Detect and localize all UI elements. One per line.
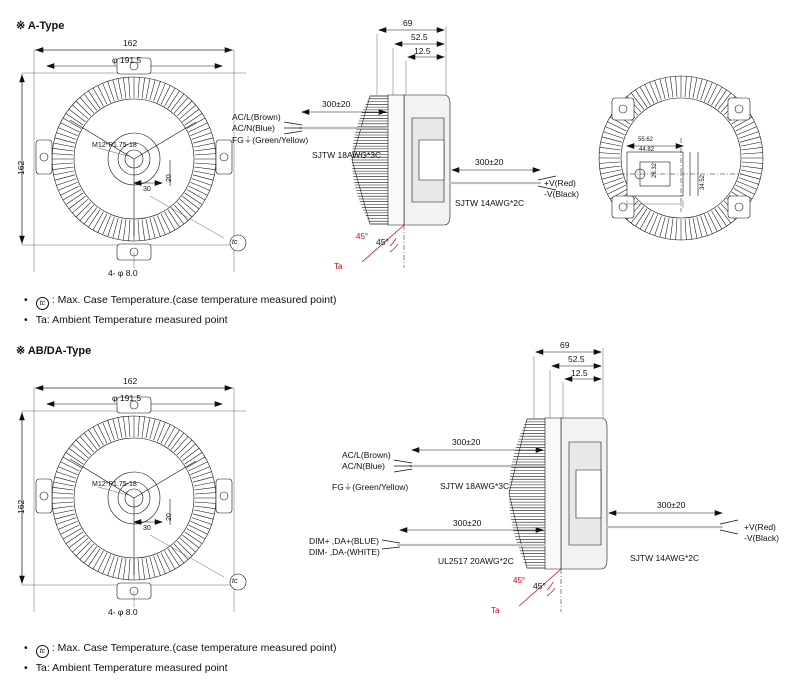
- a-rear-inner-dim-4: 34.52: [700, 174, 706, 190]
- b-side-dc-cable-spec: SJTW 14AWG*2C: [630, 553, 700, 563]
- a-side-ac-cable-spec: SJTW 18AWG*3C: [312, 150, 382, 160]
- b-front-dim-height: 162: [16, 499, 26, 514]
- a-front-small-dim-1: 30: [143, 186, 151, 193]
- a-side-dc-wire-neg: -V(Black): [544, 189, 579, 199]
- b-front-dim-width: 162: [123, 376, 138, 386]
- ab-da-type-note-ta-text: Ta: Ambient Temperature measured point: [35, 662, 228, 674]
- a-front-tc-marker: tc: [232, 239, 238, 246]
- a-side-dim-small: 12.5: [414, 46, 431, 56]
- b-side-dim-mid: 52.5: [568, 354, 585, 364]
- b-front-small-dim-1: 30: [143, 525, 151, 532]
- ab-da-type-note-tc: [24, 642, 336, 658]
- b-front-hole-note: 4- φ 8.0: [108, 607, 138, 617]
- b-side-dc-wire-pos: +V(Red): [744, 522, 776, 532]
- note-bullet: •: [24, 662, 28, 674]
- a-type-note-tc-text: : Max. Case Temperature.(case temperature measured point): [51, 294, 337, 306]
- a-front-thread-label: M12*P1.75-18: [92, 142, 137, 149]
- b-side-dc-wire-neg: -V(Black): [744, 533, 779, 543]
- a-side-ta-marker: Ta: [334, 262, 343, 271]
- ab-da-type-note-tc-text: : Max. Case Temperature.(case temperature measured point): [51, 642, 337, 654]
- a-front-small-dim-2: 20: [166, 174, 173, 182]
- note-bullet: •: [24, 314, 28, 326]
- b-side-dim-cable-spec: UL2517 20AWG*2C: [438, 556, 514, 566]
- tc-icon: tc: [36, 645, 49, 658]
- b-side-ac-cable-length: 300±20: [452, 437, 481, 447]
- a-rear-inner-dim-1: 55.62: [638, 137, 654, 143]
- section-title-a-type: ※ A-Type: [16, 20, 65, 32]
- b-side-dc-cable-length: 300±20: [657, 500, 686, 510]
- a-type-note-ta-text: Ta: Ambient Temperature measured point: [35, 314, 228, 326]
- a-side-dc-cable-length: 300±20: [475, 157, 504, 167]
- a-rear-inner-dim-3: 28.32: [652, 162, 658, 178]
- b-front-thread-label: M12*P1.75-18: [92, 481, 137, 488]
- a-front-dim-width: 162: [123, 38, 138, 48]
- tc-icon: tc: [36, 297, 49, 310]
- a-side-dc-cable-spec: SJTW 14AWG*2C: [455, 198, 525, 208]
- b-side-ac-wire-n: AC/N(Blue): [342, 461, 385, 471]
- b-front-tc-marker: tc: [232, 578, 238, 585]
- a-side-dc-wire-pos: +V(Red): [544, 178, 576, 188]
- note-bullet: •: [24, 642, 28, 654]
- a-side-angle-left: 45°: [356, 232, 369, 241]
- section-title-ab-da-type: ※ AB/DA-Type: [16, 345, 92, 357]
- b-side-dim-total: 69: [560, 340, 570, 350]
- a-side-dim-total: 69: [403, 18, 413, 28]
- b-side-dim-wire-neg: DIM- ,DA-(WHITE): [309, 547, 380, 557]
- a-rear-inner-dim-2: 44.82: [639, 147, 655, 153]
- a-front-dim-height: 162: [16, 160, 26, 175]
- a-front-dim-diameter: φ 191.5: [112, 55, 142, 65]
- b-side-ac-cable-spec: SJTW 18AWG*3C: [440, 481, 510, 491]
- b-front-dim-diameter: φ 191.5: [112, 393, 142, 403]
- a-side-dim-mid: 52.5: [411, 32, 428, 42]
- b-side-angle-right: 45°: [533, 581, 546, 591]
- b-side-dim-wire-pos: DIM+ ,DA+(BLUE): [309, 536, 379, 546]
- b-side-ta-marker: Ta: [491, 606, 500, 615]
- a-front-hole-note: 4- φ 8.0: [108, 268, 138, 278]
- a-side-angle-right: 45°: [376, 237, 389, 247]
- b-side-angle-left: 45°: [513, 576, 526, 585]
- note-bullet: •: [24, 294, 28, 306]
- b-front-small-dim-2: 20: [166, 513, 173, 521]
- a-side-ac-wire-n: AC/N(Blue): [232, 123, 275, 133]
- a-side-ac-wire-l: AC/L(Brown): [232, 112, 281, 122]
- b-side-dim-small: 12.5: [571, 368, 588, 378]
- a-side-ac-wire-fg: FG⏚(Green/Yellow): [232, 135, 309, 145]
- b-side-ac-wire-l: AC/L(Brown): [342, 450, 391, 460]
- ab-da-type-note-ta: [24, 662, 228, 674]
- b-side-dim-cable-length: 300±20: [453, 518, 482, 528]
- a-side-ac-cable-length: 300±20: [322, 99, 351, 109]
- b-side-ac-wire-fg: FG⏚(Green/Yellow): [332, 482, 409, 492]
